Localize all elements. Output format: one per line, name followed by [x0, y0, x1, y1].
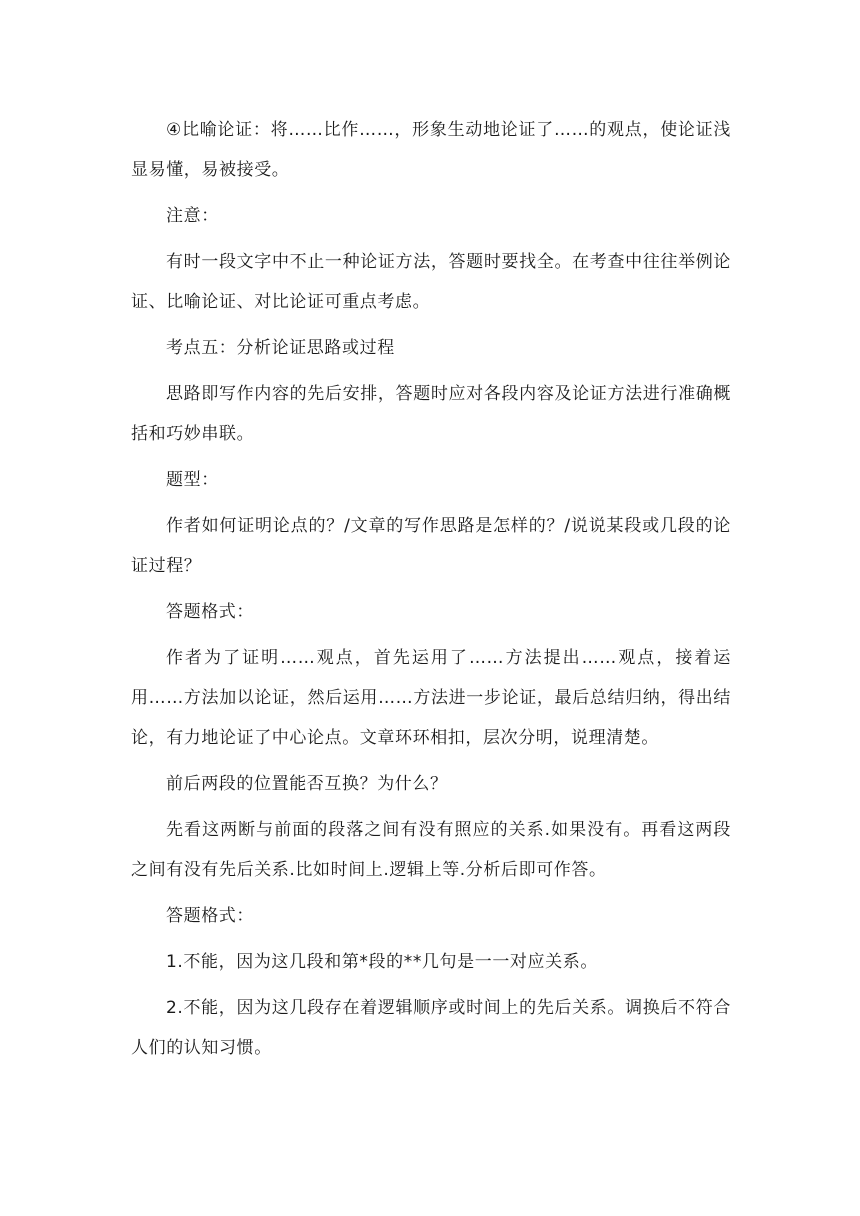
paragraph-answer-format-heading: 答题格式： [166, 602, 254, 622]
paragraph-answer-format-body: 作者为了证明……观点，首先运用了……方法提出……观点，接着运用……方法加以论证，然后运用……方法进一步论证，最后总结归纳，得出结论，有力地论证了中心论点。文章环环相扣，层次分明，说理清楚。 [131, 648, 731, 748]
document-body [131, 110, 731, 1074]
paragraph-topic-five-heading: 考点五：分析论证思路或过程 [166, 338, 395, 358]
paragraph-answer-format-heading-2: 答题格式： [166, 906, 254, 926]
paragraph-swap-explanation: 先看这两断与前面的段落之间有没有照应的关系.如果没有。再看这两段之间有没有先后关系.比如时间上.逻辑上等.分析后即可作答。 [131, 820, 731, 880]
paragraph-note-heading: 注意： [166, 206, 219, 226]
paragraph-swap-question: 前后两段的位置能否互换？为什么？ [166, 774, 448, 794]
paragraph-metaphor-argument: ④比喻论证：将……比作……，形象生动地论证了……的观点，使论证浅显易懂，易被接受。 [131, 120, 731, 180]
paragraph-question-type-body: 作者如何证明论点的？/文章的写作思路是怎样的？/说说某段或几段的论证过程？ [131, 516, 731, 576]
paragraph-question-type-heading: 题型： [166, 470, 219, 490]
paragraph-answer-2: 2.不能，因为这几段存在着逻辑顺序或时间上的先后关系。调换后不符合人们的认知习惯。 [131, 998, 731, 1058]
paragraph-topic-five-body: 思路即写作内容的先后安排，答题时应对各段内容及论证方法进行准确概括和巧妙串联。 [131, 384, 731, 444]
paragraph-note-body: 有时一段文字中不止一种论证方法，答题时要找全。在考查中往往举例论证、比喻论证、对比论证可重点考虑。 [131, 252, 731, 312]
paragraph-answer-1: 1.不能，因为这几段和第*段的**几句是一一对应关系。 [166, 952, 598, 972]
